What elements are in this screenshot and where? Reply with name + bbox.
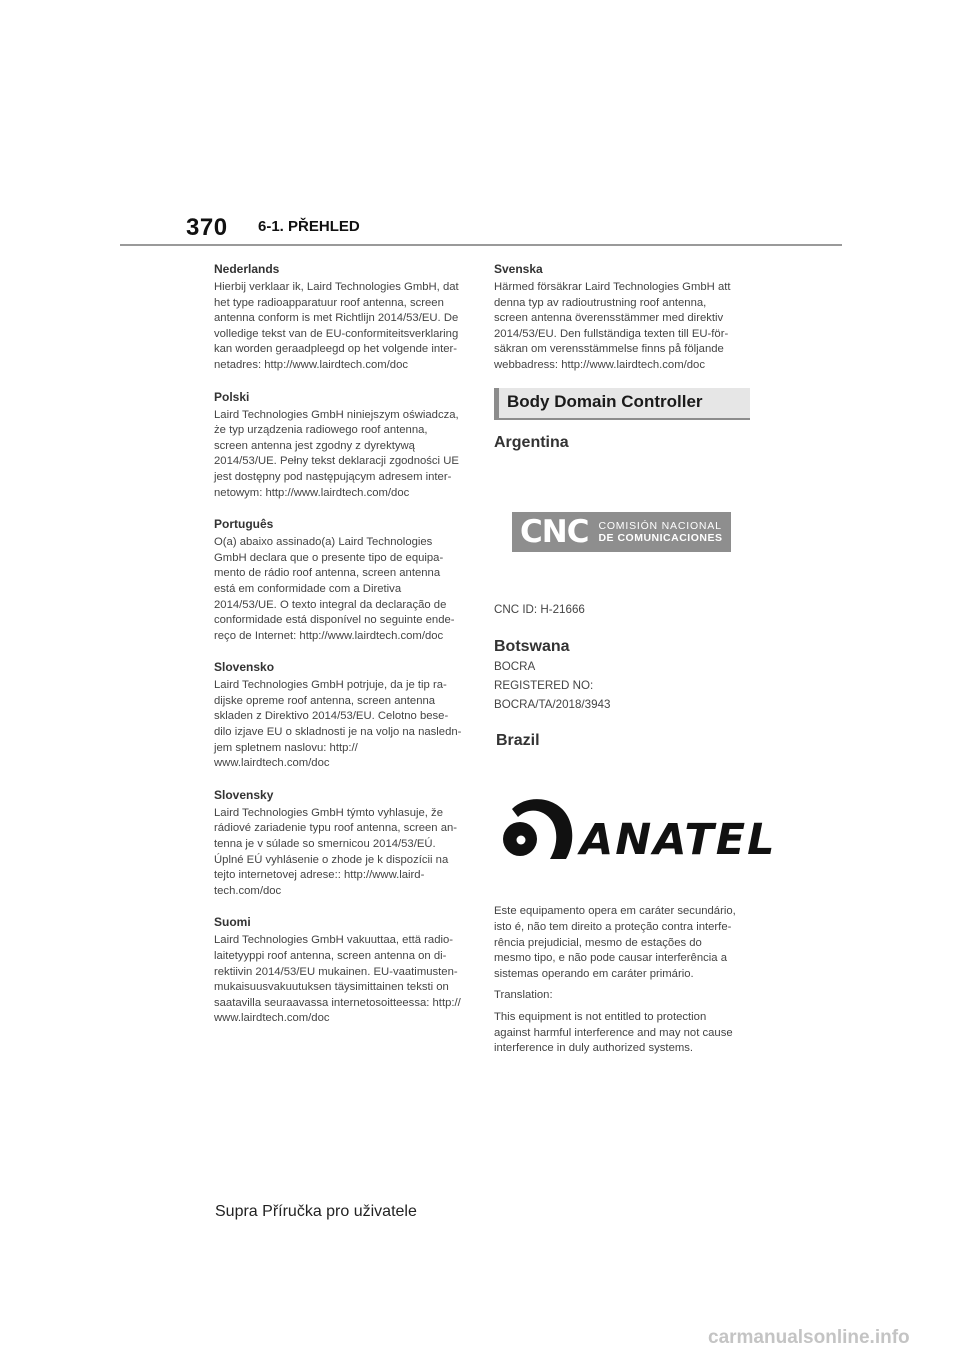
language-heading: Slovensky (214, 787, 274, 802)
language-text: Härmed försäkrar Laird Technologies GmbH att denna typ av radioutrustning roof antenna, screen antenna överensstämmer med direktiv 2014/53/EU. Den fullständiga texten till EU-för- säkran om verensstämmelse finns på följande webbadress: http://www.lairdtech.com/doc (494, 281, 731, 371)
anatel-wordmark: ANATEL (580, 815, 777, 865)
cnc-logo-line2: DE COMUNICACIONES (598, 532, 723, 544)
cnc-logo-line1: COMISIÓN NACIONAL (598, 519, 722, 532)
brazil-heading: Brazil (496, 732, 540, 750)
cnc-id: CNC ID: H-21666 (494, 602, 585, 616)
language-text: Laird Technologies GmbH niniejszym oświadcza, że typ urządzenia radiowego roof antenna, screen antenna jest zgodny z dyrektywą 2014/53/UE. Pełny tekst deklaracji zgodności UE jest dostępny pod następującym adresem inter- netowym: http://www.lairdtech.com/doc (214, 408, 459, 499)
language-text: Laird Technologies GmbH vakuuttaa, että radio- laitetyyppi roof antenna, screen antenna on di- rektiivin 2014/53/EU mukainen. EU-vaatimusten- mukaisuusvakuutuksen täysimittainen teksti on saatavilla seuraavassa internetosoitteessa: http:// www.lairdtech.com/doc (214, 934, 461, 1025)
page-number: 370 (186, 214, 228, 241)
language-text: O(a) abaixo assinado(a) Laird Technologies GmbH declara que o presente tipo de equipa- mento de rádio roof antenna, screen antenna está em conformidade com a Diretiva 2014/53/UE. O texto integral da declaração de conformidade está disponível no seguinte ende- reço de Internet: http://www.lairdtech.com/doc (214, 536, 455, 642)
cnc-logo-text (598, 520, 722, 544)
language-block-svenska (494, 262, 750, 374)
translation-text: This equipment is not entitled to protection against harmful interference and may not cause interference in duly authorized systems. (494, 1010, 733, 1055)
language-heading: Nederlands (214, 262, 280, 276)
argentina-heading: Argentina (494, 433, 569, 451)
botswana-line: BOCRA/TA/2018/3943 (494, 697, 611, 711)
body-domain-controller-heading: Body Domain Controller (494, 388, 750, 420)
brazil-notice: Este equipamento opera em caráter secundário, isto é, não tem direito a proteção contra interfe- rência prejudicial, mesmo de estações do mesmo tipo, e não pode causar interferência a sistemas operando em caráter primário. (494, 905, 736, 980)
botswana-line: BOCRA (494, 660, 536, 674)
language-heading: Polski (214, 389, 250, 404)
translation-label: Translation: (494, 989, 553, 1002)
language-text: Laird Technologies GmbH týmto vyhlasuje, že rádiové zariadenie typu roof antenna, screen an- tenna je v súlade so smernicou 2014/53/EÚ. Úplné EÚ vyhlásenie o zhode je k dispozícii na tejto internetovej adrese:: http://www.laird- tech.com/doc (214, 806, 458, 897)
language-heading: Slovensko (214, 660, 275, 675)
section-title: 6-1. PŘEHLED (258, 218, 360, 235)
language-block-polski (214, 390, 466, 502)
anatel-logo (500, 795, 777, 865)
language-text: Hierbij verklaar ik, Laird Technologies GmbH, dat het type radioapparatuur roof antenna, screen antenna conform is met Richtlijn 2014/53/EU. De volledige tekst van de EU-conformiteitsverklaring kan worden geraadpleegd op het volgende inter- netadres: http://www.lairdtech.com/doc (214, 281, 459, 371)
cnc-logo-letters: CNC (520, 513, 589, 550)
watermark: carmanualsonline.info (708, 1327, 910, 1348)
language-heading: Svenska (494, 262, 543, 276)
language-block-portugues (214, 517, 466, 644)
botswana-line: REGISTERED NO: (494, 678, 594, 692)
language-block-slovensky (214, 788, 466, 900)
cnc-mark (520, 513, 589, 550)
botswana-heading: Botswana (494, 638, 570, 656)
footer-title: Supra Příručka pro uživatele (215, 1203, 417, 1220)
cnc-logo (512, 512, 731, 552)
language-heading: Suomi (214, 915, 251, 930)
left-column (214, 262, 466, 1043)
language-block-nederlands (214, 262, 466, 374)
anatel-emblem-icon (500, 795, 580, 861)
header-divider (120, 244, 842, 246)
language-block-suomi (214, 915, 466, 1027)
language-heading: Português (214, 517, 274, 532)
language-block-slovensko (214, 660, 466, 772)
language-text: Laird Technologies GmbH potrjuje, da je tip ra- dijske opreme roof antenna, screen antenna skladen z Direktivo 2014/53/EU. Celotno bese- dilo izjave EU o skladnosti je na voljo na nasledn- jem spletnem naslovu: http:// www.lairdtech.com/doc (214, 679, 462, 770)
right-column (494, 262, 750, 1057)
